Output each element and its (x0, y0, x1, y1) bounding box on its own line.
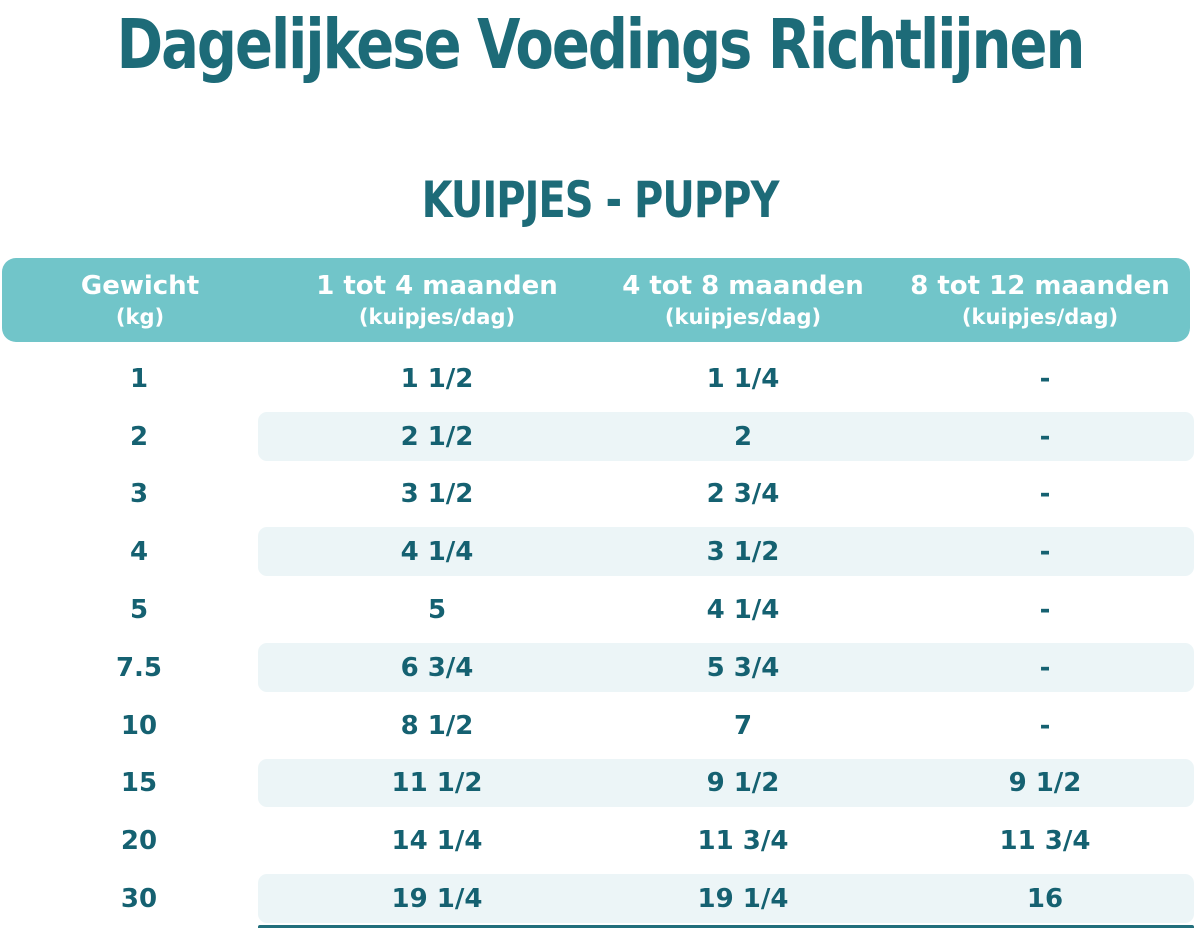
value-cell: 9 1/2 (706, 768, 780, 799)
value-cell: 11 1/2 (391, 768, 483, 799)
column-sublabel: (kuipjes/dag) (961, 305, 1119, 329)
value-cell: 2 (733, 421, 753, 452)
column-sublabel: (kuipjes/dag) (358, 305, 516, 329)
value-cell: - (1039, 652, 1051, 683)
table-row (0, 581, 1200, 639)
weight-cell: 3 (129, 479, 149, 510)
column-header (278, 269, 596, 331)
column-label: 1 tot 4 maanden (316, 271, 558, 301)
table-row (0, 755, 1200, 813)
weight-cell: 15 (120, 768, 158, 799)
value-cell: 1 1/4 (706, 363, 780, 394)
value-cell: 9 1/2 (1008, 768, 1082, 799)
column-label: Gewicht (80, 271, 200, 301)
value-cell: 19 1/4 (697, 884, 789, 915)
value-cell: - (1039, 595, 1051, 626)
value-cell: 6 3/4 (400, 652, 474, 683)
value-cell: 3 1/2 (706, 537, 780, 568)
table-row (0, 812, 1200, 870)
weight-cell: 2 (129, 421, 149, 452)
page-title: Dagelijkese Voedings Richtlijnen (116, 5, 1084, 85)
value-cell: 11 3/4 (999, 826, 1091, 857)
value-cell: - (1039, 363, 1051, 394)
value-cell: - (1039, 710, 1051, 741)
column-header (890, 269, 1190, 331)
value-cell: - (1039, 421, 1051, 452)
weight-cell: 20 (120, 826, 158, 857)
weight-cell: 7.5 (115, 652, 163, 683)
weight-cell: 10 (120, 710, 158, 741)
value-cell: 5 3/4 (706, 652, 780, 683)
column-sublabel: (kuipjes/dag) (664, 305, 822, 329)
table-row (0, 408, 1200, 466)
table-row (0, 466, 1200, 524)
value-cell: 5 (427, 595, 447, 626)
column-sublabel: (kg) (115, 305, 165, 329)
value-cell: 16 (1026, 884, 1064, 915)
value-cell: 1 1/2 (400, 363, 474, 394)
table-row (0, 870, 1200, 928)
value-cell: 11 3/4 (697, 826, 789, 857)
column-header (596, 269, 890, 331)
value-cell: 2 1/2 (400, 421, 474, 452)
value-cell: 8 1/2 (400, 710, 474, 741)
value-cell: 4 1/4 (706, 595, 780, 626)
column-label: 4 tot 8 maanden (622, 271, 864, 301)
table-row (0, 523, 1200, 581)
value-cell: 3 1/2 (400, 479, 474, 510)
column-header (2, 269, 278, 331)
column-label: 8 tot 12 maanden (910, 271, 1170, 301)
value-cell: 14 1/4 (391, 826, 483, 857)
value-cell: 2 3/4 (706, 479, 780, 510)
table-row (0, 697, 1200, 755)
value-cell: 4 1/4 (400, 537, 474, 568)
feeding-table-body (0, 350, 1200, 928)
table-header (2, 258, 1190, 342)
weight-cell: 1 (129, 363, 149, 394)
weight-cell: 30 (120, 884, 158, 915)
section-title: KUIPJES - PUPPY (421, 171, 779, 230)
weight-cell: 4 (129, 537, 149, 568)
table-row (0, 350, 1200, 408)
value-cell: - (1039, 479, 1051, 510)
value-cell: - (1039, 537, 1051, 568)
table-row (0, 639, 1200, 697)
value-cell: 7 (733, 710, 753, 741)
value-cell: 19 1/4 (391, 884, 483, 915)
weight-cell: 5 (129, 595, 149, 626)
